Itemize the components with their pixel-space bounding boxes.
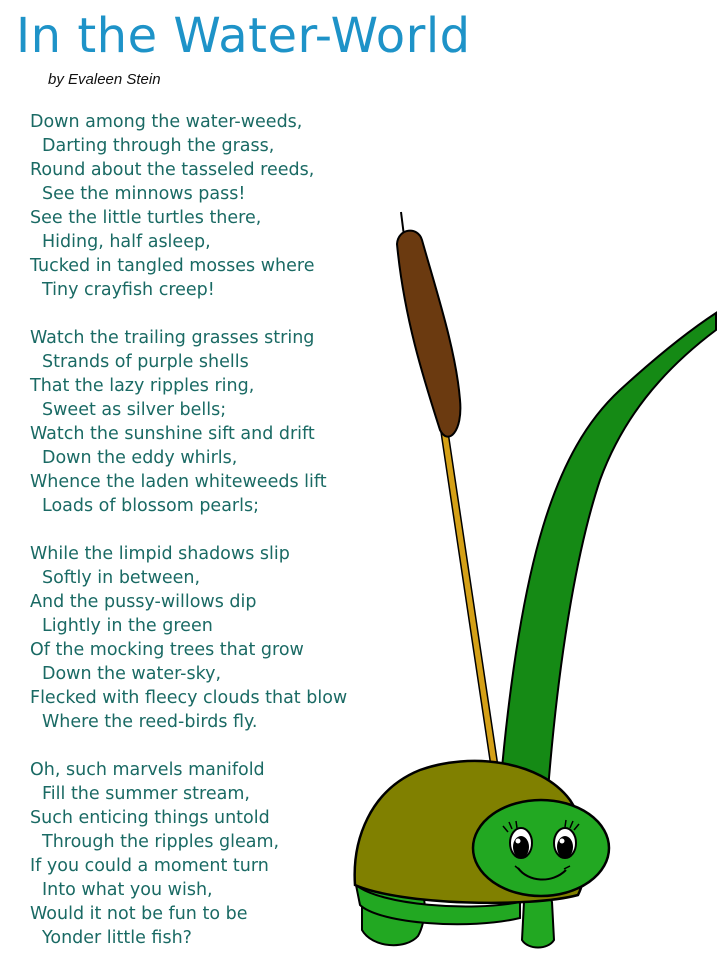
poem-line: Sweet as silver bells; bbox=[42, 400, 227, 420]
poem-line: While the limpid shadows slip bbox=[30, 544, 290, 564]
poem-line: See the little turtles there, bbox=[30, 208, 262, 228]
cattail-tip bbox=[401, 212, 404, 236]
poem-byline: by Evaleen Stein bbox=[48, 71, 161, 88]
poem-line: Would it not be fun to be bbox=[30, 904, 248, 924]
poem-line: Yonder little fish? bbox=[42, 928, 192, 948]
poem-line: Such enticing things untold bbox=[30, 808, 270, 828]
stanza-3 bbox=[30, 542, 390, 734]
poem-line: Darting through the grass, bbox=[42, 136, 275, 156]
poem-line: Tiny crayfish creep! bbox=[42, 280, 215, 300]
turtle-head bbox=[473, 800, 609, 896]
turtle-left-eye bbox=[510, 828, 532, 858]
poem-body bbox=[30, 110, 390, 974]
turtle-smile bbox=[518, 868, 566, 880]
poem-line: Loads of blossom pearls; bbox=[42, 496, 259, 516]
poem-line: And the pussy-willows dip bbox=[30, 592, 257, 612]
poem-line: Round about the tasseled reeds, bbox=[30, 160, 315, 180]
turtle-eyelashes bbox=[503, 820, 579, 832]
stanza-1 bbox=[30, 110, 390, 302]
poem-line: Hiding, half asleep, bbox=[42, 232, 211, 252]
poem-line: Down the eddy whirls, bbox=[42, 448, 238, 468]
poem-line: Into what you wish, bbox=[42, 880, 213, 900]
poem-line: Through the ripples gleam, bbox=[42, 832, 280, 852]
stanza-4 bbox=[30, 758, 390, 950]
leaf bbox=[500, 313, 716, 790]
poem-line: If you could a moment turn bbox=[30, 856, 269, 876]
poem-line: Lightly in the green bbox=[42, 616, 213, 636]
poem-line: See the minnows pass! bbox=[42, 184, 246, 204]
poem-line: Softly in between, bbox=[42, 568, 201, 588]
poem-line: Where the reed-birds fly. bbox=[42, 712, 258, 732]
poem-line: That the lazy ripples ring, bbox=[30, 376, 255, 396]
turtle-back-foot bbox=[522, 892, 554, 948]
cattail-stem bbox=[441, 432, 503, 800]
poem-line: Flecked with fleecy clouds that blow bbox=[30, 688, 348, 708]
poem-line: Of the mocking trees that grow bbox=[30, 640, 304, 660]
poem-line: Oh, such marvels manifold bbox=[30, 760, 265, 780]
poem-title: In the Water-World bbox=[16, 8, 471, 64]
poem-line: Fill the summer stream, bbox=[42, 784, 250, 804]
poem-line: Watch the trailing grasses string bbox=[30, 328, 315, 348]
poem-line: Tucked in tangled mosses where bbox=[30, 256, 315, 276]
cattail-head bbox=[397, 231, 460, 437]
poem-line: Strands of purple shells bbox=[42, 352, 249, 372]
poem-line: Down the water-sky, bbox=[42, 664, 222, 684]
poem-line: Down among the water-weeds, bbox=[30, 112, 303, 132]
poem-line: Watch the sunshine sift and drift bbox=[30, 424, 315, 444]
poem-line: Whence the laden whiteweeds lift bbox=[30, 472, 327, 492]
turtle-right-eye bbox=[554, 828, 576, 858]
stanza-2 bbox=[30, 326, 390, 518]
